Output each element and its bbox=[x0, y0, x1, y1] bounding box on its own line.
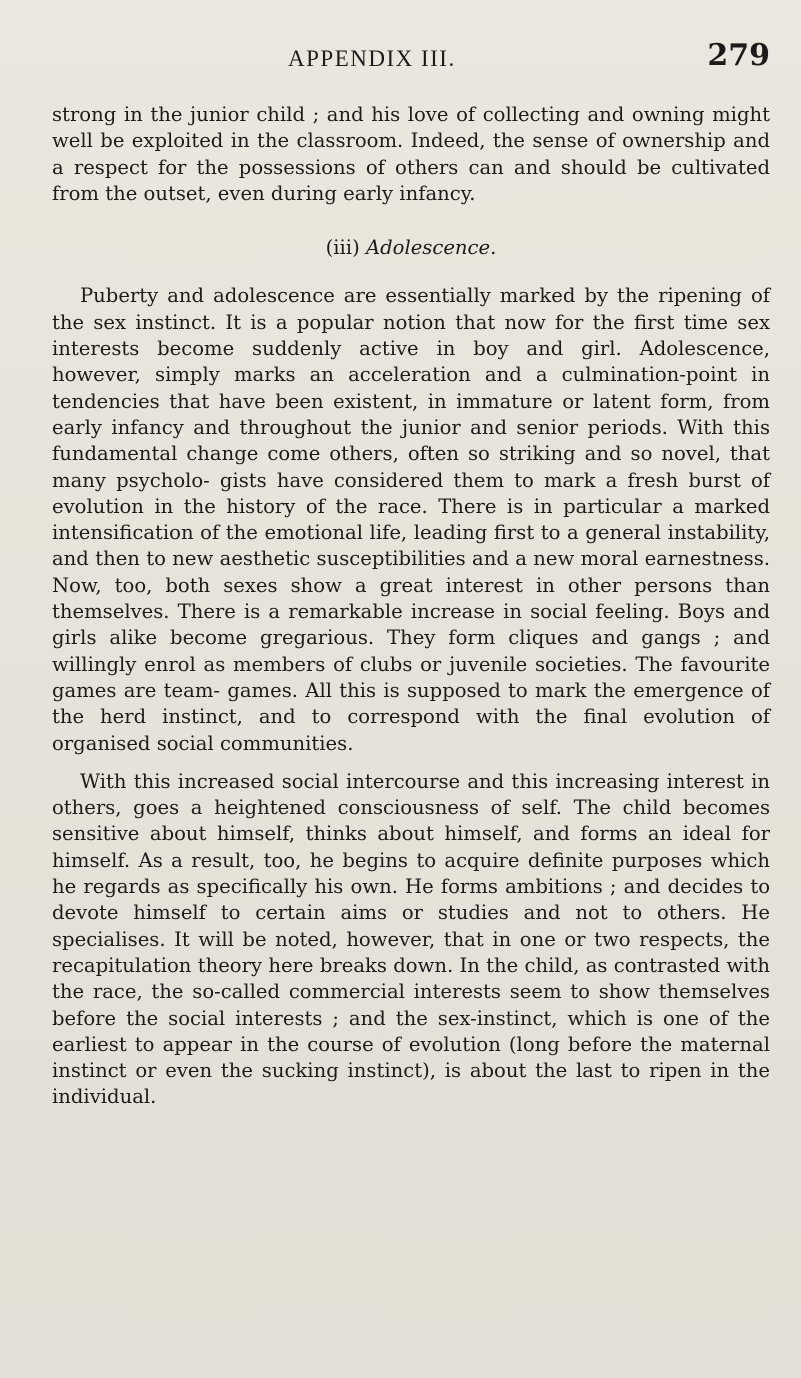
paragraph-gap bbox=[52, 757, 770, 769]
paragraph-adolescence: Puberty and adolescence are essentially marked by the ripening of the sex instinct. It is a popular notion that now for the first time sex interests become suddenly active in boy and girl. Adolescence, however, simply marks an acceleration and a culmination-point in tendencies that have been existent, in immature or latent form, from early infancy and throughout the junior and senior periods. With this fundamental change come others, often so striking and so novel, that many psycholo- gists have considered them to mark a fresh burst of evolution in the history of the race. There is in particular a marked intensification of the emotional life, leading first to a general instability, and then to new aesthetic susceptibilities and a new moral earnestness. Now, too, both sexes show a great interest in other persons than themselves. There is a remarkable increase in social feeling. Boys and girls alike become gregarious. They form cliques and gangs ; and willingly enrol as members of clubs or juvenile societies. The favourite games are team- games. All this is supposed to mark the emergence of the herd instinct, and to correspond with the final evolution of organised social communities. bbox=[52, 284, 770, 755]
page-number: 279 bbox=[707, 38, 770, 73]
section-numeral: (iii) bbox=[325, 236, 360, 260]
section-title: Adolescence. bbox=[365, 236, 497, 260]
running-title: APPENDIX III. bbox=[288, 46, 456, 71]
running-head bbox=[40, 32, 770, 72]
paragraph-continuation: strong in the junior child ; and his love of collecting and owning might well be exploited in the classroom. Indeed, the sense of ownership and a respect for the possessions of others can and should be cultivated from the outset, even during early infancy. bbox=[52, 103, 770, 205]
section-heading bbox=[52, 235, 770, 261]
paragraph-self-consciousness: With this increased social intercourse and this increasing interest in others, goes a heightened consciousness of self. The child becomes sensitive about himself, thinks about himself, and forms an ideal for himself. As a result, too, he begins to acquire definite purposes which he regards as specifically his own. He forms ambitions ; and decides to devote himself to certain aims or studies and not to others. He specialises. It will be noted, however, that in one or two respects, the recapitulation theory here breaks down. In the child, as contrasted with the race, the so-called commercial interests seem to show themselves before the social interests ; and the sex-instinct, which is one of the earliest to appear in the course of evolution (long before the maternal instinct or even the sucking instinct), is about the last to ripen in the individual. bbox=[52, 769, 770, 1109]
body-text bbox=[52, 102, 770, 1111]
